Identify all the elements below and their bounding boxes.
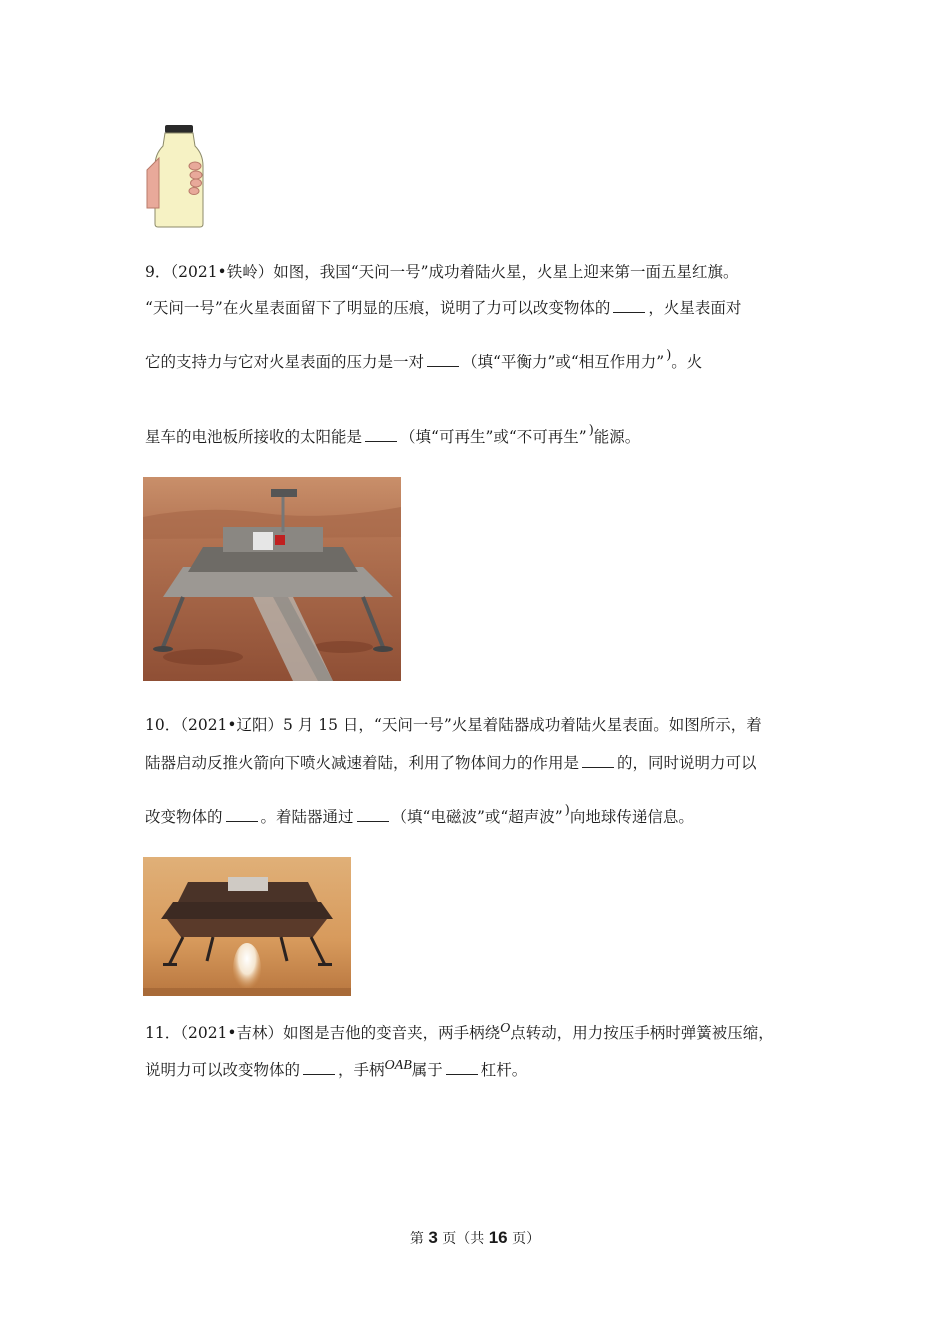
q11-text: ，手柄 — [338, 1061, 385, 1079]
q11-text: 属于 — [411, 1061, 443, 1079]
answer-blank[interactable] — [427, 352, 459, 367]
answer-blank[interactable] — [357, 807, 389, 822]
q10-line-1: 10．（2021•辽阳）5 月 15 日，“天问一号”火星着陆器成功着陆火星表面。如图所示，着 — [145, 716, 762, 734]
q9-line-1: 9．（2021•铁岭）如图，我国“天问一号”成功着陆火星，火星上迎来第一面五星红旗。 — [145, 263, 739, 281]
q11-line-1 — [145, 1023, 774, 1045]
q11-text: 杠杆。 — [480, 1061, 528, 1079]
answer-blank[interactable] — [582, 753, 614, 768]
math-var-o: O — [500, 1021, 511, 1036]
footer-text: 第 — [409, 1231, 429, 1247]
page-footer — [0, 1228, 950, 1248]
q9-text: （填“平衡力”或“相互作用力” — [462, 353, 665, 371]
q11-text: 11．（2021•吉林）如图是吉他的变音夹，两手柄绕 — [145, 1024, 501, 1042]
q9-text: 它的支持力与它对火星表面的压力是一对 — [145, 353, 425, 371]
q10-text: （填“电磁波”或“超声波” — [391, 808, 563, 826]
math-var-oab: OAB — [384, 1058, 412, 1073]
q9-line-4 — [145, 423, 641, 449]
answer-blank[interactable] — [303, 1060, 335, 1075]
q9-line-3 — [145, 348, 703, 374]
answer-blank[interactable] — [365, 427, 397, 442]
q10-text: 改变物体的 — [145, 808, 223, 826]
q9-text: 。火 — [671, 353, 703, 371]
q10-line-3 — [145, 803, 694, 829]
q9-text: 星车的电池板所接收的太阳能是 — [145, 428, 363, 446]
q9-line-2 — [145, 298, 741, 318]
close-paren: ) — [564, 803, 570, 818]
footer-text: 页（共 — [437, 1231, 489, 1247]
q10-line-2 — [145, 753, 757, 773]
q11-line-2 — [145, 1060, 527, 1082]
q9-text: 能源。 — [593, 428, 641, 446]
q10-text: 陆器启动反推火箭向下喷火减速着陆，利用了物体间力的作用是 — [145, 754, 580, 772]
close-paren: ) — [666, 348, 672, 363]
answer-blank[interactable] — [446, 1060, 478, 1075]
close-paren: ) — [588, 423, 594, 438]
page-number: 3 — [428, 1228, 438, 1247]
q10-text: 向地球传递信息。 — [569, 808, 694, 826]
mars-rover-image — [143, 477, 401, 681]
page-total: 16 — [488, 1228, 508, 1247]
footer-text: 页） — [507, 1231, 541, 1247]
q9-text: ，火星表面对 — [648, 299, 742, 317]
milk-bottle-image — [145, 124, 205, 228]
answer-blank[interactable] — [226, 807, 258, 822]
mars-lander-image — [143, 857, 351, 996]
q10-text: 的，同时说明力可以 — [617, 754, 757, 772]
q9-text: “天问一号”在火星表面留下了明显的压痕，说明了力可以改变物体的 — [145, 299, 611, 317]
answer-blank[interactable] — [613, 298, 645, 313]
q9-text: （填“可再生”或“不可再生” — [400, 428, 587, 446]
q11-text: 点转动，用力按压手柄时弹簧被压缩， — [510, 1024, 774, 1042]
q10-text: 。着陆器通过 — [260, 808, 354, 826]
q11-text: 说明力可以改变物体的 — [145, 1061, 301, 1079]
